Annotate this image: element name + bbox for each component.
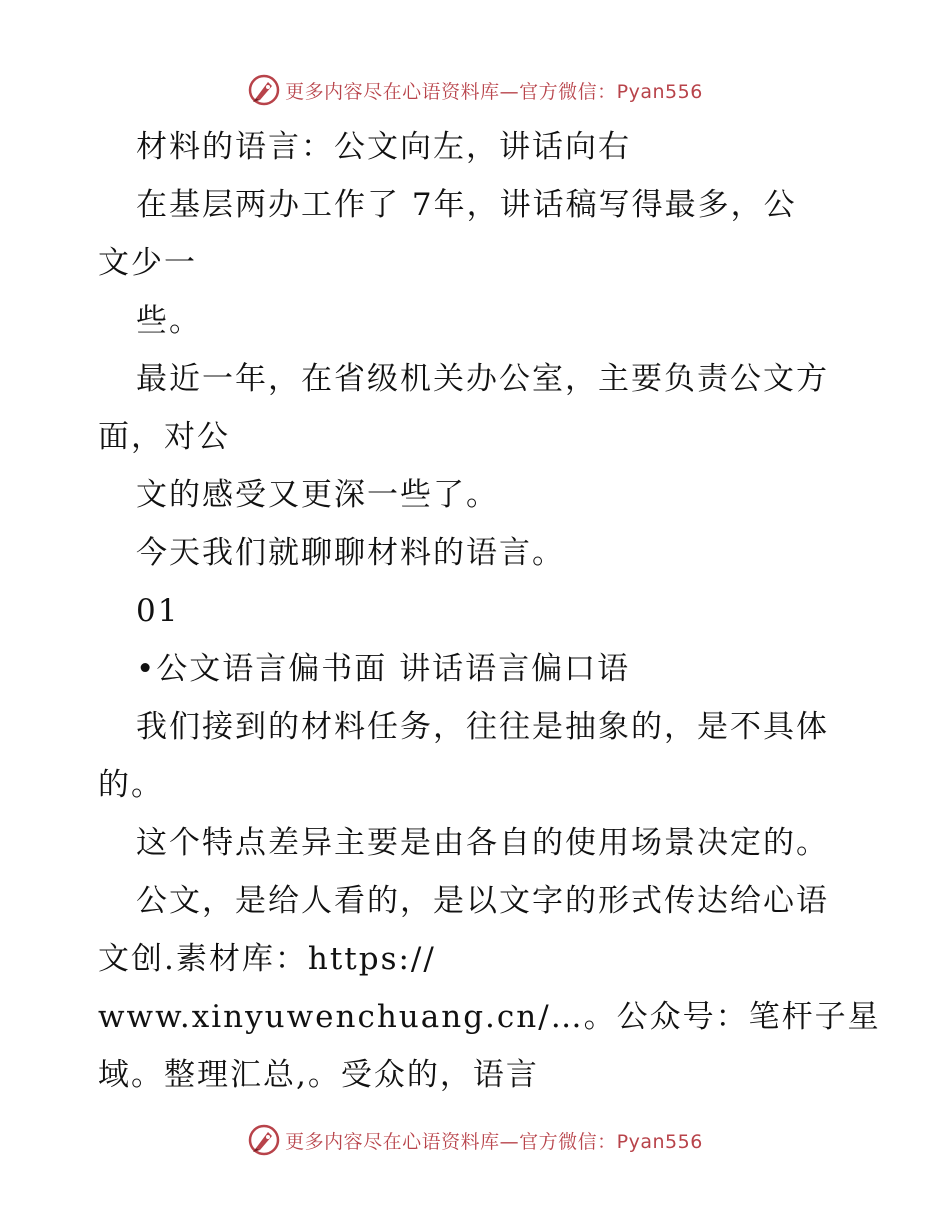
paragraph-line: 我们接到的材料任务，往往是抽象的，是不具体: [136, 709, 829, 745]
paragraph-line: 文少一: [98, 245, 197, 281]
doc-title: 材料的语言：公文向左，讲话向右: [136, 129, 631, 165]
paragraph-line: 文的感受又更深一些了。: [136, 477, 499, 513]
paragraph-line: 域。整理汇总,。受众的，语言: [98, 1057, 539, 1093]
paragraph-line: 面，对公: [98, 419, 230, 455]
header-banner: [0, 70, 950, 110]
paragraph-line: 今天我们就聊聊材料的语言。: [136, 535, 565, 571]
banner-text: 更多内容尽在心语资料库—官方微信：Pyan556: [285, 80, 703, 103]
section-heading: •公文语言偏书面 讲话语言偏口语: [136, 651, 631, 687]
paragraph-line: 文创.素材库：https://: [98, 941, 436, 977]
section-number: 01: [136, 593, 180, 629]
pen-logo-icon: [247, 1123, 281, 1157]
paragraph-line: 的。: [98, 767, 164, 803]
paragraph-line: 在基层两办工作了 7年，讲话稿写得最多，公: [136, 187, 797, 223]
paragraph-line: 公文，是给人看的，是以文字的形式传达给心语: [136, 883, 829, 919]
footer-banner: [0, 1120, 950, 1160]
pen-logo-icon: [247, 73, 281, 107]
paragraph-line: 这个特点差异主要是由各自的使用场景决定的。: [136, 825, 829, 861]
paragraph-line: 最近一年，在省级机关办公室，主要负责公文方: [136, 361, 829, 397]
banner-text: 更多内容尽在心语资料库—官方微信：Pyan556: [285, 1130, 703, 1153]
paragraph-line: 些。: [136, 303, 202, 339]
paragraph-line: www.xinyuwenchuang.cn/…。公众号：笔杆子星: [98, 999, 881, 1035]
